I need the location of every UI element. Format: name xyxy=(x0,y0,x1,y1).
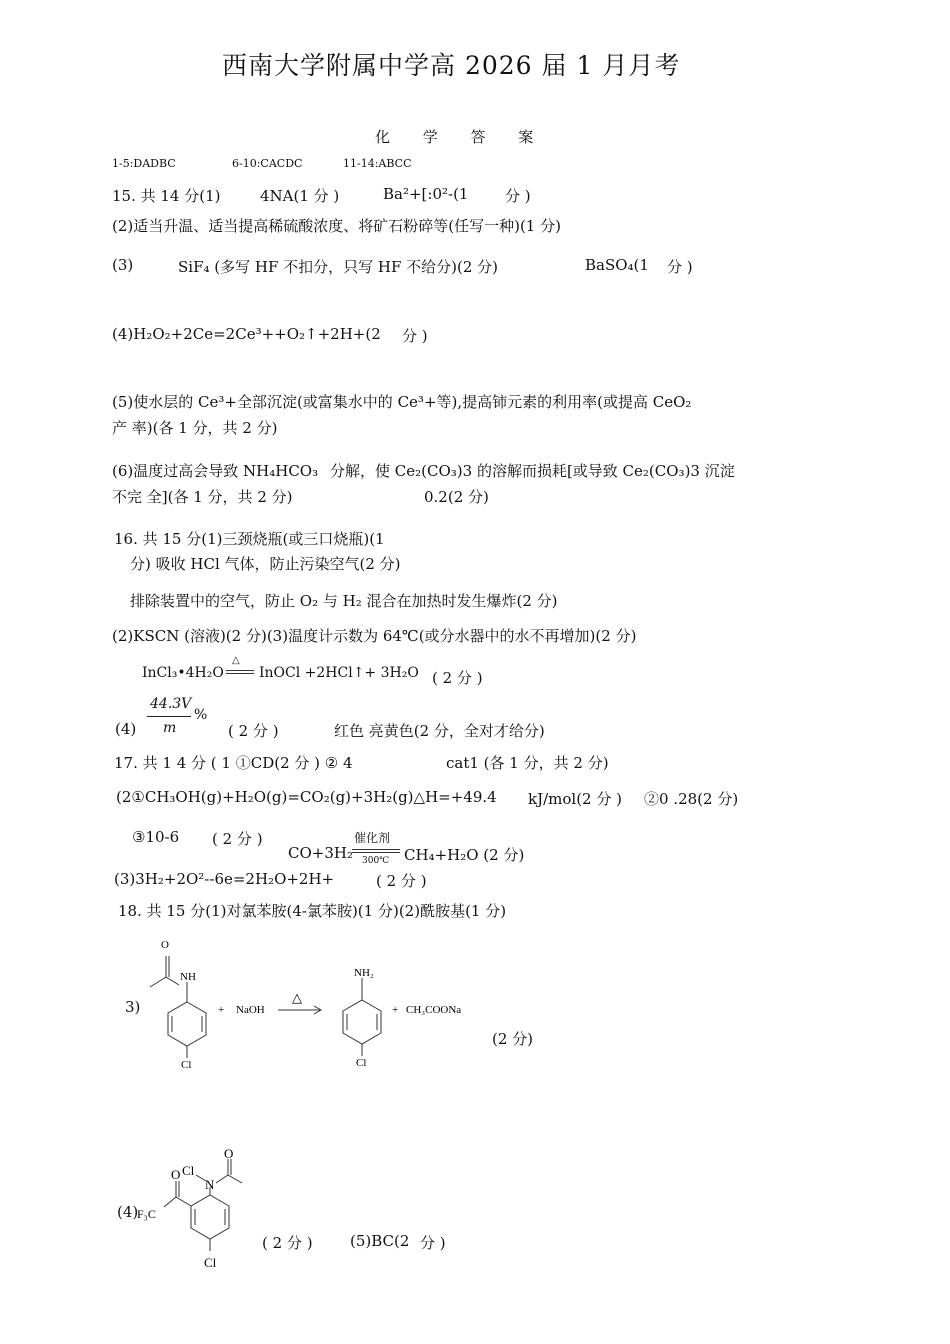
q16-line4: (2)KSCN (溶液)(2 分)(3)温度计示数为 64℃(或分水器中的水不再增加)(2 分) xyxy=(112,627,637,645)
reactant-nh: NH xyxy=(180,971,196,983)
q17-line4a: (3)3H₂+2O²--6e=2H₂O+2H+ xyxy=(114,870,335,888)
mc-answers-1: 1-5:DADBC xyxy=(112,157,176,170)
q17-line3a: ③10-6 xyxy=(132,828,180,846)
trifluoromethyl: F₃C xyxy=(137,1207,156,1221)
q15-line3d: 分 ) xyxy=(667,258,693,276)
q15-line6c: 不完 全](各 1 分，共 2 分) xyxy=(112,488,293,506)
q17-line3b: ( 2 分 ) xyxy=(212,830,263,848)
q16-line1: 16. 共 15 分(1)三颈烧瓶(或三口烧瓶)(1 xyxy=(114,530,385,548)
mc-answers-3: 11-14:ABCC xyxy=(343,157,412,170)
q16-eq-condition: △ xyxy=(232,655,240,666)
q16-line3: 排除装置中的空气，防止 O₂ 与 H₂ 混合在加热时发生爆炸(2 分) xyxy=(130,592,558,610)
q16-eq-sign xyxy=(226,670,254,674)
acetyl-oxygen: O xyxy=(224,1146,234,1161)
q15-line4a: (4)H₂O₂+2Ce=2Ce³++O₂↑+2H+(2 xyxy=(112,325,381,343)
reaction-scheme xyxy=(130,930,570,1080)
fraction-bar xyxy=(147,716,191,717)
q18-line1: 18. 共 15 分(1)对氯苯胺(4-氯苯胺)(1 分)(2)酰胺基(1 分) xyxy=(118,902,507,920)
n-chloro-cl: Cl xyxy=(182,1163,195,1178)
q16-eq-left: InCl₃•4H₂O xyxy=(142,665,224,681)
sodium-acetate-label: CH₃COONa xyxy=(406,1004,462,1016)
q15-line3a: (3) xyxy=(112,256,134,274)
q16-line5a: ( 2 分 ) xyxy=(228,722,279,740)
structure-4 xyxy=(130,1145,260,1275)
q15-line5a: (5)使水层的 Ce³+全部沉淀(或富集水中的 Ce³+等),提高铈元素的利用率(或提高 CeO₂ xyxy=(112,393,692,411)
q17-eq-sign xyxy=(352,849,400,853)
temperature-label: 300℃ xyxy=(362,856,390,866)
q15-line3c: BaSO₄(1 xyxy=(585,256,649,274)
reactant-carbonyl-o: O xyxy=(161,939,169,951)
fraction-numerator: 44.3V xyxy=(150,696,192,712)
nitrogen-atom: N xyxy=(205,1177,215,1192)
q15-line1d: 分 ) xyxy=(505,187,531,205)
fraction-percent: % xyxy=(194,707,208,723)
q15-line5b: 产 率)(各 1 分，共 2 分) xyxy=(112,419,278,437)
q16-eq-right: InOCl +2HCl↑+ 3H₂O xyxy=(259,665,419,681)
q15-line1c: Ba²+[:0²-(1 xyxy=(383,185,469,203)
q18-part3-score: (2 分) xyxy=(492,1030,534,1048)
plus-sign-1: + xyxy=(218,1004,225,1016)
q18-part3-label: 3) xyxy=(125,998,141,1016)
q15-line4b: 分 ) xyxy=(402,327,428,345)
q16-part4-label: (4) xyxy=(115,720,137,738)
ketone-oxygen: O xyxy=(171,1167,181,1182)
heat-icon: △ xyxy=(292,990,302,1005)
q15-line6a: (6)温度过高会导致 NH₄HCO₃ xyxy=(112,462,319,480)
q16-line2: 分) 吸收 HCl 气体，防止污染空气(2 分) xyxy=(130,555,401,573)
ring-chloro-cl: Cl xyxy=(204,1255,217,1270)
mc-answers-2: 6-10:CACDC xyxy=(232,157,303,170)
q17-line2a: (2①CH₃OH(g)+H₂O(g)=CO₂(g)+3H₂(g)△H=+49.4 xyxy=(116,788,497,806)
q16-line5b: 红色 亮黄色(2 分，全对才给分) xyxy=(334,722,545,740)
q15-line1a: 15. 共 14 分(1) xyxy=(112,187,221,205)
q18-part5: (5)BC(2 xyxy=(350,1232,410,1250)
q18-part4-label: (4) xyxy=(117,1203,139,1221)
q15-line6d: 0.2(2 分) xyxy=(424,488,489,506)
q17-line2c: ②0 .28(2 分) xyxy=(644,790,739,808)
q17-line2b: kJ/mol(2 分 ) xyxy=(528,790,622,808)
catalyst-label: 催化剂 xyxy=(354,831,391,845)
q17-eq-left: CO+3H₂ xyxy=(288,844,353,862)
q15-line6b: 分解，使 Ce₂(CO₃)3 的溶解而损耗[或导致 Ce₂(CO₃)3 沉淀 xyxy=(330,462,735,480)
q17-eq-right: CH₄+H₂O (2 分) xyxy=(404,846,525,864)
q18-part5-score: 分 ) xyxy=(420,1234,446,1252)
q15-line3b: SiF₄ (多写 HF 不扣分，只写 HF 不给分)(2 分) xyxy=(178,258,499,276)
q17-line1b: cat1 (各 1 分，共 2 分) xyxy=(446,754,609,772)
subtitle: 化 学 答 案 xyxy=(375,128,534,146)
reactant-cl: Cl xyxy=(181,1059,192,1071)
q17-line1: 17. 共 1 4 分 ( 1 ①CD(2 分 ) ② 4 xyxy=(114,754,353,772)
q15-line1b: 4NA(1 分 ) xyxy=(260,187,340,205)
product-nh2: NH₂ xyxy=(354,967,374,979)
q17-line4b: ( 2 分 ) xyxy=(376,872,427,890)
page-title: 西南大学附属中学高 2026 届 1 月月考 xyxy=(222,51,681,80)
product-cl: Cl xyxy=(356,1057,367,1069)
q16-eq-score: ( 2 分 ) xyxy=(432,669,483,687)
q18-part4-score: ( 2 分 ) xyxy=(262,1234,313,1252)
fraction-denominator: m xyxy=(163,720,177,736)
naoh-label: NaOH xyxy=(236,1004,265,1016)
plus-sign-2: + xyxy=(392,1004,399,1016)
q15-line2: (2)适当升温、适当提高稀硫酸浓度、将矿石粉碎等(任写一种)(1 分) xyxy=(112,217,561,235)
